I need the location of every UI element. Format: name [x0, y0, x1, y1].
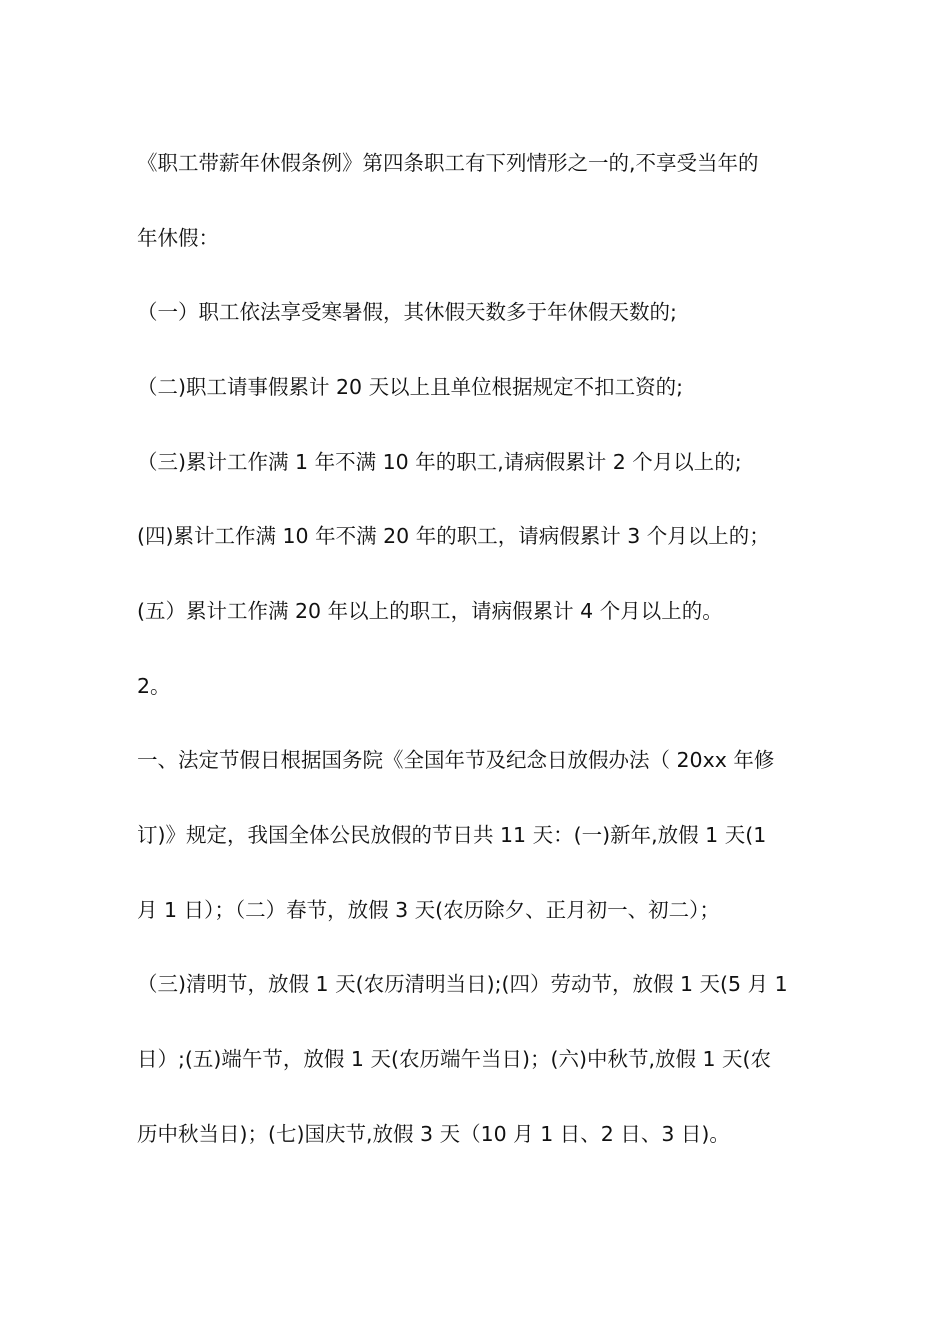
section-number: 2。	[137, 674, 171, 698]
paragraph-line: 历中秋当日)；(七)国庆节,放假 3 天（10 月 1 日、2 日、3 日)。	[137, 1122, 730, 1146]
paragraph-line: 一、法定节假日根据国务院《全国年节及纪念日放假办法（ 20xx 年修	[137, 748, 775, 772]
list-item-line: （三)累计工作满 1 年不满 10 年的职工,请病假累计 2 个月以上的;	[137, 450, 742, 474]
paragraph-line: 订)》规定，我国全体公民放假的节日共 11 天：(一)新年,放假 1 天(1	[137, 823, 767, 847]
paragraph-line: 年休假：	[137, 226, 219, 250]
paragraph-line: 《职工带薪年休假条例》第四条职工有下列情形之一的,不享受当年的	[137, 151, 759, 175]
paragraph-line: 月 1 日）；（二）春节，放假 3 天(农历除夕、正月初一、初二）；	[137, 898, 720, 922]
list-item-line: (四)累计工作满 10 年不满 20 年的职工，请病假累计 3 个月以上的；	[137, 524, 770, 548]
list-item-line: (五）累计工作满 20 年以上的职工，请病假累计 4 个月以上的。	[137, 599, 723, 623]
list-item-line: （二)职工请事假累计 20 天以上且单位根据规定不扣工资的;	[137, 375, 684, 399]
list-item-line: （一）职工依法享受寒暑假，其休假天数多于年休假天数的;	[137, 300, 677, 324]
paragraph-line: 日）;(五)端午节，放假 1 天(农历端午当日)；(六)中秋节,放假 1 天(农	[137, 1047, 772, 1071]
paragraph-line: （三)清明节，放假 1 天(农历清明当日);(四）劳动节，放假 1 天(5 月 1	[137, 972, 788, 996]
